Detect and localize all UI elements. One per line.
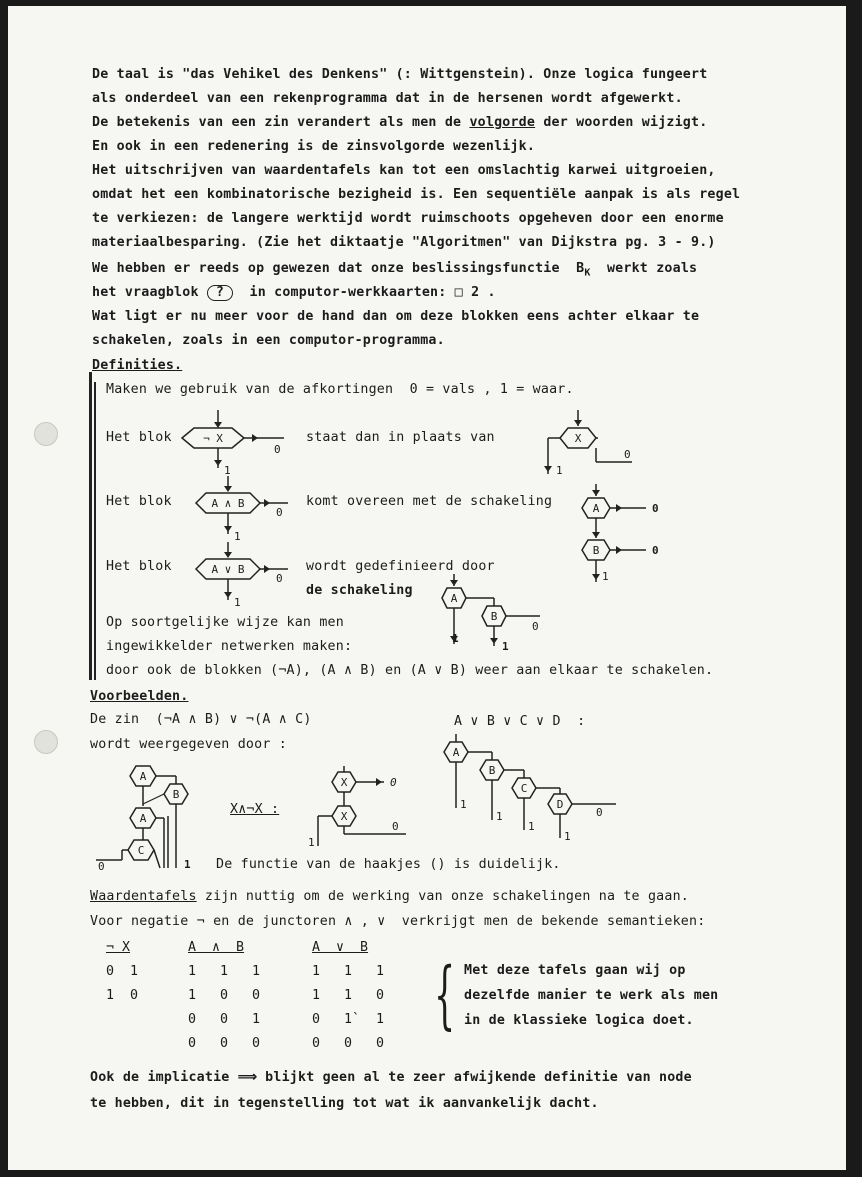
section-frame bbox=[89, 372, 92, 680]
text-span: in computor-werkkaarten: bbox=[233, 285, 455, 300]
d-label: D bbox=[556, 798, 564, 811]
or-chain-circuit-diagram bbox=[440, 734, 640, 844]
example-circuit-diagram bbox=[92, 760, 212, 874]
text-line bbox=[92, 285, 496, 301]
text-line: Met deze tafels gaan wij op bbox=[464, 963, 686, 978]
one-label: 1 bbox=[224, 464, 231, 477]
or-circuit-diagram bbox=[436, 574, 556, 654]
zero-label: 0 bbox=[276, 506, 283, 519]
zero-label: 0 bbox=[596, 806, 603, 819]
zero-label: 0 bbox=[652, 544, 659, 557]
text-line: te hebben, dit in tegenstelling tot wat ik aanvankelijk dacht. bbox=[90, 1096, 599, 1111]
x-block-diagram bbox=[540, 410, 650, 482]
text-line: ingewikkelder netwerken maken: bbox=[106, 639, 353, 654]
section-frame bbox=[94, 382, 96, 680]
a-label: A bbox=[450, 592, 458, 605]
table-row: 1 1 1 bbox=[188, 964, 261, 979]
text-line: Het blok bbox=[106, 559, 172, 574]
text-line: dezelfde manier te werk als men bbox=[464, 988, 719, 1003]
x-label: X bbox=[340, 776, 348, 789]
zero-label: 0 bbox=[652, 502, 659, 515]
x-label: X bbox=[340, 810, 348, 823]
curly-brace: { bbox=[434, 952, 456, 1038]
one-label: 1 bbox=[602, 570, 609, 583]
text-span: We hebben er reeds op gewezen dat onze beslissingsfunctie B bbox=[92, 261, 585, 276]
punch-hole bbox=[34, 422, 58, 446]
text-span: der woorden wijzigt. bbox=[535, 115, 708, 130]
and-table-header: A ∧ B bbox=[188, 940, 245, 955]
text-span: □ 2 . bbox=[454, 285, 496, 300]
text-line: in de klassieke logica doet. bbox=[464, 1013, 694, 1028]
zero-label: 0 bbox=[532, 620, 539, 633]
table-row: 1 0 bbox=[106, 988, 139, 1003]
text-line: staat dan in plaats van bbox=[306, 430, 495, 445]
text-line: Het blok bbox=[106, 430, 172, 445]
one-label: 1 bbox=[564, 830, 571, 843]
table-row: 1 0 0 bbox=[188, 988, 261, 1003]
text-line: wordt weergegeven door : bbox=[90, 737, 287, 752]
underlined-word: volgorde bbox=[469, 115, 536, 130]
and-label: A ∧ B bbox=[211, 497, 245, 510]
zero-label: 0 bbox=[390, 776, 397, 789]
zero-label: 0 bbox=[276, 572, 283, 585]
one-label: 1 bbox=[234, 530, 241, 543]
a-label: A bbox=[592, 502, 600, 515]
text-line: De zin (¬A ∧ B) ∨ ¬(A ∧ C) bbox=[90, 712, 312, 727]
b-label: B bbox=[488, 764, 496, 777]
or-block-diagram bbox=[192, 540, 302, 612]
text-span: werkt zoals bbox=[590, 261, 698, 276]
zero-label: 0 bbox=[98, 860, 105, 873]
text-span: het vraagblok bbox=[92, 285, 207, 300]
one-label: 1 bbox=[460, 798, 467, 811]
underlined-word: Waardentafels bbox=[90, 889, 197, 904]
a-label: A bbox=[452, 746, 460, 759]
a-label: A bbox=[139, 770, 147, 783]
text-line: Voor negatie ¬ en de junctoren ∧ , ∨ verkrijgt men de bekende semantieken: bbox=[90, 914, 706, 929]
text-line: door ook de blokken (¬A), (A ∧ B) en (A ∨ B) weer aan elkaar te schakelen. bbox=[106, 663, 714, 678]
text-line: X∧¬X : bbox=[230, 802, 280, 817]
b-label: B bbox=[490, 610, 498, 623]
text-line: komt overeen met de schakeling bbox=[306, 494, 553, 509]
one-label: 1 bbox=[308, 836, 315, 849]
b-label: B bbox=[592, 544, 600, 557]
text-span: zijn nuttig om de werking van onze schakelingen na te gaan. bbox=[196, 889, 689, 904]
text-line: Het blok bbox=[106, 494, 172, 509]
table-row: 0 0 0 bbox=[188, 1036, 261, 1051]
one-label: 1 bbox=[234, 596, 241, 609]
not-x-label: ¬ X bbox=[203, 432, 223, 445]
text-line: En ook in een redenering is de zinsvolgorde wezenlijk. bbox=[92, 139, 536, 154]
section-heading-voorbeelden: Voorbeelden. bbox=[90, 689, 189, 704]
punch-hole bbox=[34, 730, 58, 754]
text-span: De betekenis van een zin verandert als men de bbox=[92, 115, 470, 130]
text-line: De functie van de haakjes () is duidelijk. bbox=[216, 857, 561, 872]
text-line: de schakeling bbox=[306, 583, 413, 598]
or-label: A ∨ B bbox=[211, 563, 245, 576]
text-line bbox=[92, 115, 707, 131]
and-circuit-diagram bbox=[576, 482, 676, 586]
one-label: 1 bbox=[452, 632, 459, 645]
negation-table-header: ¬ X bbox=[106, 940, 131, 955]
table-row: 1 1 1 bbox=[312, 964, 385, 979]
text-line: Op soortgelijke wijze kan men bbox=[106, 615, 344, 630]
text-line: omdat het een kombinatorische bezigheid is. Een sequentiële aanpak is als regel bbox=[92, 187, 741, 202]
text-line: wordt gedefinieerd door bbox=[306, 559, 495, 574]
subscript: K bbox=[584, 267, 591, 279]
text-line: Ook de implicatie ⟹ blijkt geen al te zeer afwijkende definitie van node bbox=[90, 1070, 692, 1085]
text-line: Het uitschrijven van waardentafels kan tot een omslachtig karwei uitgroeien, bbox=[92, 163, 716, 178]
c-label: C bbox=[520, 782, 528, 795]
text-line: materiaalbesparing. (Zie het diktaatje "Algoritmen" van Dijkstra pg. 3 - 9.) bbox=[92, 235, 716, 250]
zero-label: 0 bbox=[274, 443, 281, 456]
contradiction-circuit-diagram bbox=[302, 766, 412, 850]
text-line: te verkiezen: de langere werktijd wordt ruimschoots opgeheven door een enorme bbox=[92, 211, 724, 226]
question-block-icon: ? bbox=[207, 285, 233, 301]
text-line: A ∨ B ∨ C ∨ D : bbox=[454, 714, 586, 729]
one-label: 1 bbox=[528, 820, 535, 833]
x-label: X bbox=[574, 432, 582, 445]
table-row: 1 1 0 bbox=[312, 988, 385, 1003]
text-line bbox=[92, 261, 697, 282]
table-row: 0 1` 1 bbox=[312, 1012, 385, 1027]
text-line: Maken we gebruik van de afkortingen 0 = vals , 1 = waar. bbox=[106, 382, 574, 397]
one-label: 1 bbox=[496, 810, 503, 823]
text-line: schakelen, zoals in een computor-programma. bbox=[92, 333, 445, 348]
zero-label: 0 bbox=[392, 820, 399, 833]
and-block-diagram bbox=[192, 474, 302, 546]
not-x-block-diagram bbox=[176, 408, 296, 480]
one-label: 1 bbox=[184, 858, 191, 871]
table-row: 0 0 0 bbox=[312, 1036, 385, 1051]
one-label: 1 bbox=[556, 464, 563, 477]
c-label: C bbox=[137, 844, 145, 857]
or-table-header: A ∨ B bbox=[312, 940, 369, 955]
section-heading-definities: Definities. bbox=[92, 358, 183, 373]
a-label: A bbox=[139, 812, 147, 825]
text-line: als onderdeel van een rekenprogramma dat in de hersenen wordt afgewerkt. bbox=[92, 91, 683, 106]
text-line bbox=[90, 889, 689, 905]
text-line: Wat ligt er nu meer voor de hand dan om deze blokken eens achter elkaar te bbox=[92, 309, 700, 324]
table-row: 0 0 1 bbox=[188, 1012, 261, 1027]
zero-label: 0 bbox=[624, 448, 631, 461]
b-label: B bbox=[172, 788, 180, 801]
text-line: De taal is "das Vehikel des Denkens" (: Wittgenstein). Onze logica fungeert bbox=[92, 67, 708, 82]
table-row: 0 1 bbox=[106, 964, 139, 979]
one-label: 1 bbox=[502, 640, 509, 653]
